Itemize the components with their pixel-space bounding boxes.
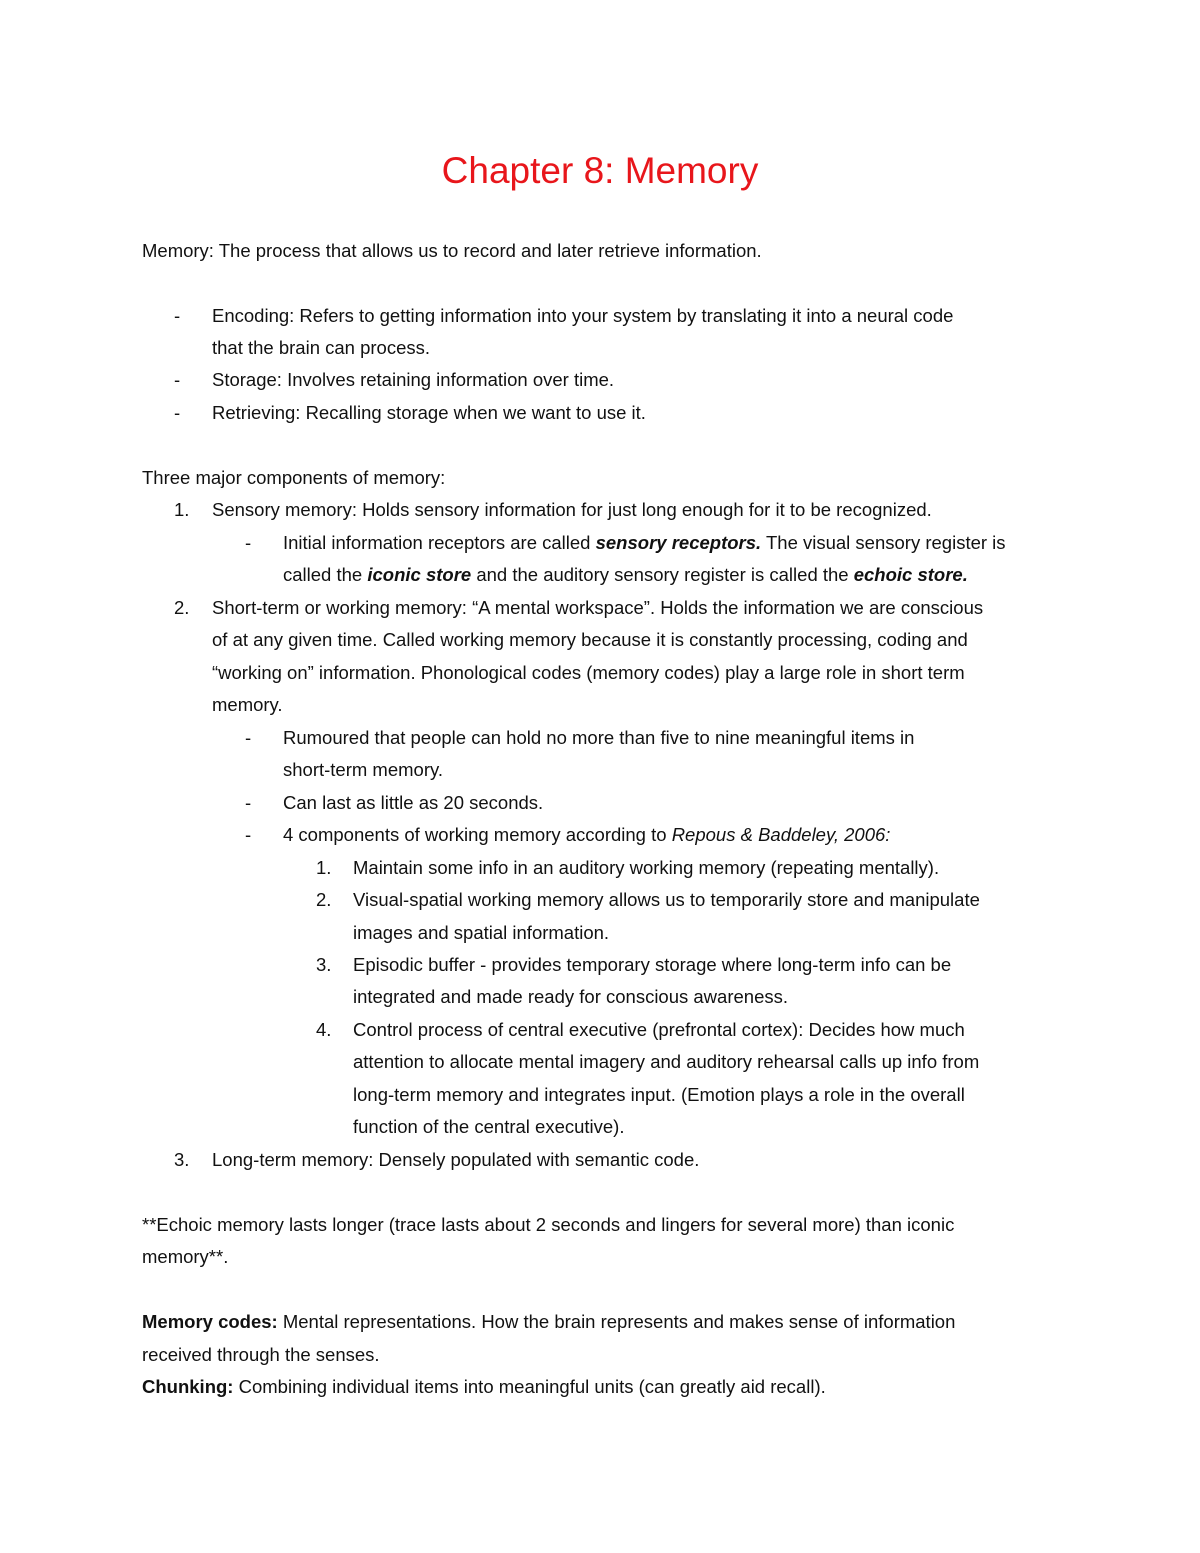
- component-4-line-2: attention to allocate mental imagery and auditory rehearsal calls up info from: [353, 1051, 980, 1072]
- echoic-note-line-2: memory**.: [142, 1246, 229, 1267]
- retrieving-line: Retrieving: Recalling storage when we want to use it.: [212, 402, 646, 423]
- bullet-marker: -: [245, 824, 252, 845]
- list-number: 2.: [174, 597, 190, 618]
- text-run: The visual sensory register is: [761, 532, 1006, 553]
- text-run: Initial information receptors are called: [283, 532, 596, 553]
- memory-codes-term: Memory codes:: [142, 1311, 278, 1332]
- encoding-line-2: that the brain can process.: [212, 337, 431, 358]
- component-3-line-2: integrated and made ready for conscious awareness.: [353, 986, 789, 1007]
- memory-definition: Memory: The process that allows us to record and later retrieve information.: [142, 240, 762, 261]
- component-4-line-1: Control process of central executive (prefrontal cortex): Decides how much: [353, 1019, 965, 1040]
- bullet-marker: -: [174, 369, 181, 390]
- encoding-line-1: Encoding: Refers to getting information into your system by translating it into a neural code: [212, 305, 954, 326]
- sensory-memory-line: Sensory memory: Holds sensory information for just long enough for it to be recognized.: [212, 499, 932, 520]
- bullet-marker: -: [245, 532, 252, 553]
- rumoured-line-1: Rumoured that people can hold no more than five to nine meaningful items in: [283, 727, 915, 748]
- components-heading: Three major components of memory:: [142, 467, 446, 488]
- page-title: Chapter 8: Memory: [441, 150, 759, 191]
- working-memory-components-intro: [283, 819, 890, 851]
- rumoured-line-2: short-term memory.: [283, 759, 444, 780]
- list-number: 4.: [316, 1019, 332, 1040]
- memory-codes-line-2: received through the senses.: [142, 1344, 380, 1365]
- text-run: Combining individual items into meaningful units (can greatly aid recall).: [233, 1376, 826, 1397]
- iconic-echoic-line: [283, 559, 968, 591]
- component-2-line-1: Visual-spatial working memory allows us to temporarily store and manipulate: [353, 889, 980, 910]
- bullet-marker: -: [174, 305, 181, 326]
- list-number: 1.: [174, 499, 190, 520]
- bullet-marker: -: [174, 402, 181, 423]
- short-term-line-4: memory.: [212, 694, 283, 715]
- citation: Repous & Baddeley, 2006:: [671, 824, 891, 845]
- text-run: Mental representations. How the brain represents and makes sense of information: [277, 1311, 956, 1332]
- sensory-receptors-term: sensory receptors.: [595, 532, 762, 553]
- component-2-line-2: images and spatial information.: [353, 922, 610, 943]
- text-run: and the auditory sensory register is called the: [471, 564, 854, 585]
- component-1-line: Maintain some info in an auditory working memory (repeating mentally).: [353, 857, 940, 878]
- component-3-line-1: Episodic buffer - provides temporary storage where long-term info can be: [353, 954, 952, 975]
- storage-line: Storage: Involves retaining information over time.: [212, 369, 615, 390]
- bullet-marker: -: [245, 792, 252, 813]
- short-term-line-1: Short-term or working memory: “A mental workspace”. Holds the information we are conscious: [212, 597, 984, 618]
- iconic-store-term: iconic store: [367, 564, 472, 585]
- list-number: 1.: [316, 857, 332, 878]
- duration-line: Can last as little as 20 seconds.: [283, 792, 544, 813]
- list-number: 2.: [316, 889, 332, 910]
- echoic-store-term: echoic store.: [853, 564, 968, 585]
- echoic-note-line-1: **Echoic memory lasts longer (trace lasts about 2 seconds and lingers for several more) than iconic: [142, 1214, 955, 1235]
- short-term-line-2: of at any given time. Called working memory because it is constantly processing, coding and: [212, 629, 968, 650]
- bullet-marker: -: [245, 727, 252, 748]
- short-term-line-3: “working on” information. Phonological codes (memory codes) play a large role in short term: [212, 662, 965, 683]
- text-run: 4 components of working memory according to: [283, 824, 672, 845]
- memory-codes-line-1: [142, 1306, 955, 1338]
- chunking-line: [142, 1371, 826, 1403]
- component-4-line-4: function of the central executive).: [353, 1116, 625, 1137]
- text-run: called the: [283, 564, 368, 585]
- list-number: 3.: [316, 954, 332, 975]
- sensory-receptors-line: [283, 527, 1006, 559]
- list-number: 3.: [174, 1149, 190, 1170]
- component-4-line-3: long-term memory and integrates input. (Emotion plays a role in the overall: [353, 1084, 965, 1105]
- long-term-line: Long-term memory: Densely populated with semantic code.: [212, 1149, 700, 1170]
- chunking-term: Chunking:: [142, 1376, 234, 1397]
